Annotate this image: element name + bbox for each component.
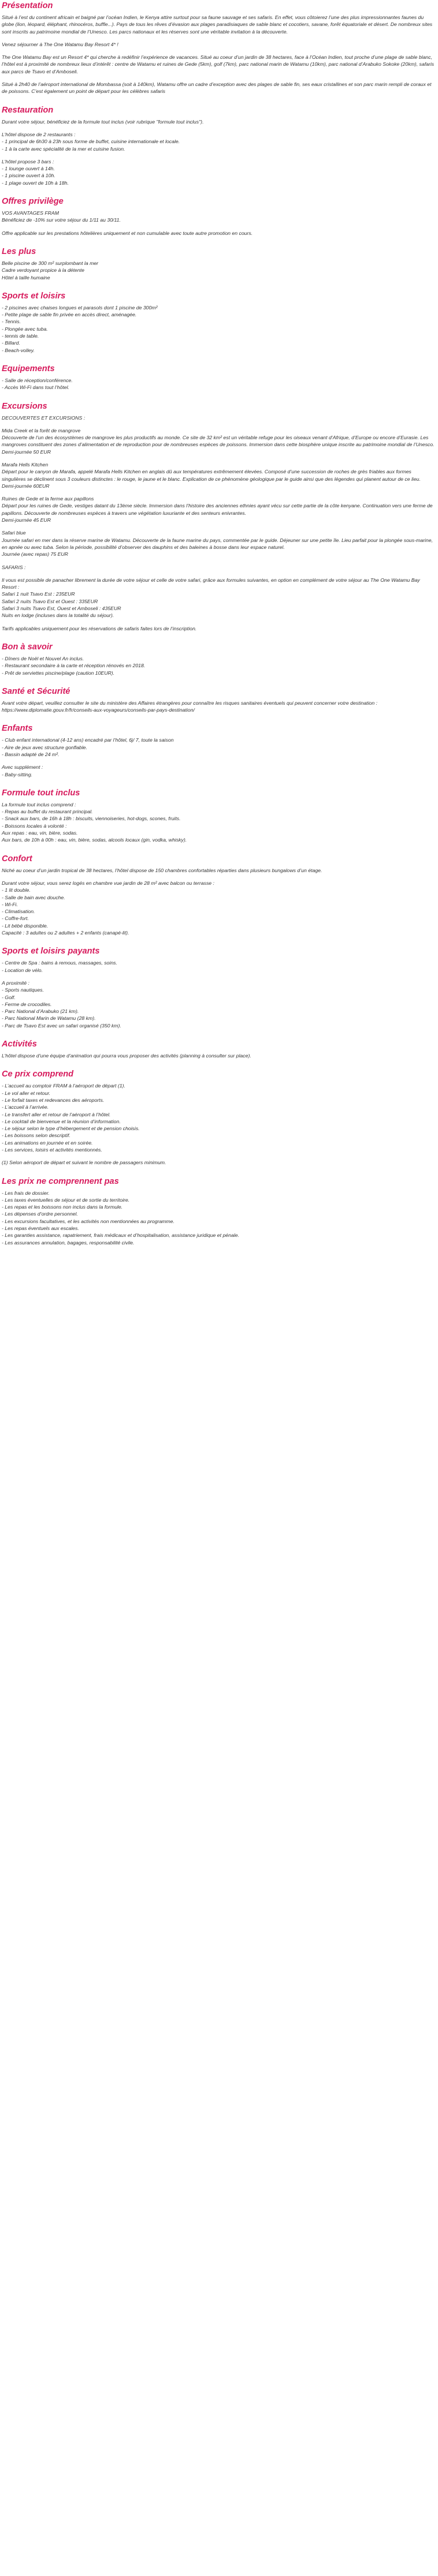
proximite-list <box>2 979 435 1029</box>
list-item: Hôtel à taille humaine <box>2 274 50 281</box>
excursion-item <box>2 529 435 558</box>
list-item: - Baby-sitting. <box>2 771 33 777</box>
list-item: Belle piscine de 300 m² surplombant la mer <box>2 260 99 266</box>
plus-list <box>2 260 435 281</box>
list-item: - Beach-volley. <box>2 347 35 353</box>
safaris-heading: SAFARIS : <box>2 564 26 570</box>
list-item: - Club enfant international (4-12 ans) encadré par l’hôtel, 6j/ 7, toute la saison <box>2 737 174 743</box>
section-title-sports-payants: Sports et loisirs payants <box>2 947 100 956</box>
list-item: Safari 1 nuit Tsavo Est : 235EUR <box>2 591 75 597</box>
excursion-price: Demi-journée 50 EUR <box>2 448 51 455</box>
prix-comprend-list <box>2 1082 435 1153</box>
formule-list <box>2 801 435 844</box>
list-item: Capacité : 3 adultes ou 2 adultes + 2 enfants (canapé-lit). <box>2 930 129 936</box>
offres-note: Offre applicable sur les prestations hôtelières uniquement et non cumulable avec toute autre promotion en cours. <box>2 230 253 236</box>
restaurants-heading: L’hôtel dispose de 2 restaurants : <box>2 131 76 137</box>
list-item: - Les assurances annulation, bagages, responsabilité civile. <box>2 1239 135 1246</box>
section-title-enfants: Enfants <box>2 724 33 734</box>
list-item: Nuits en lodge (incluses dans la totalité du séjour). <box>2 612 114 619</box>
excursion-price: Demi-journée 60EUR <box>2 483 50 489</box>
list-item: - Le cocktail de bienvenue et la réunion d’information. <box>2 1118 121 1124</box>
list-item: - Les repas éventuels aux escales. <box>2 1225 79 1232</box>
list-item: - 1 à la carte avec spécialité de la mer et cuisine fusion. <box>2 145 125 152</box>
list-item: - Salle de bain avec douche. <box>2 894 65 900</box>
plus-section <box>2 247 435 281</box>
list-item: - Les animations en journée et en soirée. <box>2 1139 93 1146</box>
equipements-section <box>2 364 435 391</box>
sports-payants-list <box>2 959 435 974</box>
list-item: - tennis de table. <box>2 333 39 339</box>
supp-heading: Avec supplément : <box>2 764 43 771</box>
equipements-list <box>2 377 435 391</box>
section-title-sante: Santé et Sécurité <box>2 686 70 696</box>
rooms-heading: Durant votre séjour, vous serez logés en chambre vue jardin de 28 m² avec balcon ou terrasse : <box>2 880 214 886</box>
list-item: Bénéficiez de -10% sur votre séjour du 1/11 au 30/11. <box>2 217 121 223</box>
section-title-prix-comprend: Ce prix comprend <box>2 1070 74 1079</box>
list-item: - Wi-Fi. <box>2 901 18 907</box>
offres-section <box>2 197 435 237</box>
excursion-item <box>2 495 435 524</box>
list-item: - Parc de Tsavo Est avec un safari organisé (350 km). <box>2 1022 121 1029</box>
excursion-item <box>2 461 435 489</box>
list-item: Safari 2 nuits Tsavo Est et Ouest : 335EUR <box>2 598 98 604</box>
excursions-heading: DECOUVERTES ET EXCURSIONS : <box>2 414 86 421</box>
enfants-supp-list <box>2 764 435 778</box>
excursion-item <box>2 427 435 455</box>
list-item: - 1 lit double. <box>2 887 31 893</box>
section-title-restauration: Restauration <box>2 105 54 115</box>
list-item: - L’accueil à l’arrivée. <box>2 1104 49 1111</box>
safaris-note: Tarifs applicables uniquement pour les réservations de safaris faites lors de l’inscription. <box>2 625 197 631</box>
safaris-text: Il vous est possible de panacher librement la durée de votre séjour et celle de votre safari, grâce aux formules suivantes, en option en complément de votre séjour au The One Watamu Bay Resort : <box>2 577 422 590</box>
list-item: - Salle de réception/conférence. <box>2 377 73 383</box>
list-item: - Les garanties assistance, rapatriement, frais médicaux et d’hospitalisation, assistance juridique et pénale. <box>2 1232 239 1239</box>
section-title-presentation: Présentation <box>2 1 53 10</box>
safaris-block <box>2 577 435 619</box>
excursion-price: Journée (avec repas) 75 EUR <box>2 551 68 558</box>
sports-section <box>2 291 435 354</box>
prix-comprend-pas-section <box>2 1177 435 1246</box>
bars-list <box>2 158 435 186</box>
sante-text: Avant votre départ, veuillez consulter le site du ministère des Affaires étrangères pour connaître les risques sanitaires éventuels qui peuvent concerner votre destination : https://www.diplomatie.gouv.fr/fr/conseils-aux-voyageurs/conseils-par-pays-destination/ <box>2 700 377 713</box>
bars-heading: L’hôtel propose 3 bars : <box>2 158 54 164</box>
excursion-name: Mida Creek et la forêt de mangrove <box>2 427 81 433</box>
list-item: - Les services, loisirs et activités mentionnés. <box>2 1146 102 1153</box>
list-item: - Les dépenses d’ordre personnel. <box>2 1211 78 1217</box>
prix-comprend-note: (1) Selon aéroport de départ et suivant le nombre de passagers minimum. <box>2 1160 166 1166</box>
section-title-sports: Sports et loisirs <box>2 291 66 301</box>
list-item: - Golf. <box>2 994 16 1000</box>
section-title-plus: Les plus <box>2 246 36 256</box>
list-item: - Les boissons selon descriptif. <box>2 1132 70 1139</box>
list-item: - Centre de Spa : bains à remous, massages, soins. <box>2 960 117 966</box>
enfants-section <box>2 724 435 777</box>
excursion-text: Départ pour le canyon de Marafa, appelé Marafa Hells Kitchen en anglais dû aux températures extrêmement élevées. Composé d’une succession de roches de grès friables aux formes singulières se déclinent sous 3 couleurs distinctes : le rouge, le jaune et le blanc. Explication de ce phénomène géologique par le guide ainsi que des légendes qui planent autour de ce lieu. <box>2 469 421 482</box>
bon-savoir-section <box>2 642 435 676</box>
activites-text: L’hôtel dispose d’une équipe d’animation qui pourra vous proposer des activités (planning à consulter sur place). <box>2 1053 251 1059</box>
excursion-price: Demi-journée 45 EUR <box>2 517 51 524</box>
bon-savoir-list <box>2 655 435 676</box>
list-item: - Le vol aller et retour. <box>2 1090 51 1096</box>
list-item: - Parc National Marin de Watamu (28 km). <box>2 1015 96 1022</box>
offres-list <box>2 210 435 224</box>
excursion-name: Marafa Hells Kitchen <box>2 461 49 468</box>
list-item: - Ferme de crocodiles. <box>2 1001 52 1007</box>
list-item: - Location de vélo. <box>2 967 43 973</box>
sante-section <box>2 687 435 714</box>
list-item: La formule tout inclus comprend : <box>2 801 76 807</box>
list-item: - Les excursions facultatives, et les activités non mentionnées au programme. <box>2 1218 175 1224</box>
presentation-text: Situé à l’est du continent africain et baigné par l’océan Indien, le Kenya attire surtout pour sa faune sauvage et ses safaris. En effet, vous côtoierez l’une des plus impressionnantes faunes du globe (lion, léopard, éléphant, rhinocéros, buffle...). Pays de tous les rêves d’évasion aux plages paradisiaques de sable blanc et cocotiers, savane, forêt équatoriale et désert. De nombreux sites sont inscrits au patrimoine mondial de l’Unesco. Les parcs nationaux et les réserves sont une véritable invitation à la découverte. <box>2 14 433 35</box>
list-item: - 1 plage ouvert de 10h à 18h. <box>2 180 69 186</box>
list-item: - Les frais de dossier. <box>2 1190 50 1196</box>
list-item: - Parc National d’Arabuko (21 km). <box>2 1008 79 1015</box>
presentation-hotel-text: The One Watamu Bay est un Resort 4* qui cherche à redéfinir l’expérience de vacances. Situé au coeur d’un jardin de 38 hectares, face à l’Océan Indien, tout proche d’une plage de sable blanc, l’hôtel est à proximité de nombreux lieux d’intérêt : centre de Watamu et ruines de Gede (5km), golf (7km), parc national marin de Watamu (10km), parc national d’Arabuko Sokoke (20km), safaris aux parcs de Tsavo et d’Amboseli. <box>2 54 435 74</box>
section-title-formule: Formule tout inclus <box>2 788 80 798</box>
list-item: - Bassin adapté de 24 m². <box>2 752 60 757</box>
list-item: - Repas au buffet du restaurant principal. <box>2 809 93 815</box>
excursion-text: Découverte de l’un des écosystèmes de mangrove les plus productifs au monde. Ce site de 32 km² est un véritable refuge pour les oiseaux venant d’Afrique, d’Europe ou encore d’Eurasie. Les mangroves constituent des zones d’alimentation et de reproduction pour de nombreuses espèces de poissons. Immersion dans cette biosphère unique inscrite au patrimoine mondial de l’Unesco. <box>2 435 435 448</box>
excursion-text: Départ pour les ruines de Gede, vestiges datant du 13ème siècle. Immersion dans l’histoire des anciennes ethnies ayant vécu sur cette partie de la côte kenyane. Continuation vers une ferme de papillons. Découverte de nombreuses espèces à travers une végétation luxuriante et des senteurs enivrantes. <box>2 503 435 516</box>
list-item: - Le forfait taxes et redevances des aéroports. <box>2 1097 105 1103</box>
formule-section <box>2 788 435 844</box>
list-item: Aux repas : eau, vin, bière, sodas. <box>2 830 78 836</box>
list-item: - Le séjour selon le type d’hébergement et de pension choisis. <box>2 1126 140 1132</box>
list-item: - Le transfert aller et retour de l’aéroport à l’hôtel. <box>2 1111 111 1117</box>
excursion-text: Journée safari en mer dans la réserve marine de Watamu. Découverte de la faune marine du pays, commentée par le guide. Déjeuner sur une petite île. Lieu parfait pour la plongée sous-marine, en apnée ou avec tuba. Selon la période, possibilité d’observer des dauphins et des baleines à bosse dans leur espace naturel. <box>2 537 435 550</box>
list-item: - Sports nautiques. <box>2 987 44 993</box>
list-item: Safari 3 nuits Tsavo Est, Ouest et Amboseli : 435EUR <box>2 605 121 612</box>
list-item: - Snack aux bars, de 16h à 18h : biscuits, viennoiseries, hot-dogs, scones, fruits. <box>2 816 181 822</box>
list-item: - 1 piscine ouvert à 10h. <box>2 173 55 179</box>
list-item: - Prêt de serviettes piscine/plage (caution 10EUR). <box>2 670 115 676</box>
excursion-name: Safari blue <box>2 530 26 536</box>
list-item: - Tennis. <box>2 319 21 325</box>
section-title-equipements: Equipements <box>2 364 55 373</box>
presentation-location-text: Situé à 2h40 de l’aéroport international de Mombassa (soit à 140km), Watamu offre un cadre d’exception avec des plages de sable fin, ses eaux cristallines et son parc marin rempli de coraux et de poissons. C’est également un point de départ pour les célèbres safaris <box>2 81 432 95</box>
list-item: - Climatisation. <box>2 908 35 915</box>
section-title-prix-comprend-pas: Les prix ne comprennent pas <box>2 1176 119 1186</box>
list-item: - Les taxes éventuelles de séjour et de sortie du territoire. <box>2 1197 130 1203</box>
list-item: - Les repas et les boissons non inclus dans la formule. <box>2 1204 123 1210</box>
list-item: - 1 lounge ouvert à 14h. <box>2 166 55 172</box>
presentation-invite: Venez séjourner à The One Watamu Bay Resort 4* ! <box>2 41 118 47</box>
restauration-section <box>2 106 435 186</box>
excursion-name: Ruines de Gede et la ferme aux papillons <box>2 496 94 502</box>
list-item: - Billard. <box>2 340 20 346</box>
list-item: - 1 principal de 6h30 à 23h sous forme de buffet, cuisine internationale et locale. <box>2 139 180 145</box>
prix-comprend-section <box>2 1070 435 1166</box>
list-item: Aux bars, de 10h à 00h : eau, vin, bière, sodas, alcools locaux (gin, vodka, whisky). <box>2 837 187 843</box>
section-title-bon-savoir: Bon à savoir <box>2 642 53 652</box>
confort-list <box>2 880 435 936</box>
confort-section <box>2 854 435 937</box>
list-item: - Boissons locales à volonté : <box>2 822 67 829</box>
section-title-activites: Activités <box>2 1040 37 1049</box>
section-title-excursions: Excursions <box>2 401 47 411</box>
activites-section <box>2 1040 435 1059</box>
excursions-section <box>2 402 435 632</box>
list-item: - Restaurant secondaire à la carte et réception rénovés en 2018. <box>2 663 146 669</box>
list-item: Cadre verdoyant propice à la détente <box>2 267 84 274</box>
prix-comprend-pas-list <box>2 1190 435 1246</box>
list-item: VOS AVANTAGES FRAM <box>2 210 59 216</box>
proximite-heading: A proximité : <box>2 979 29 986</box>
section-title-confort: Confort <box>2 854 32 863</box>
list-item: - L’accueil au comptoir FRAM à l’aéroport de départ (1). <box>2 1083 125 1089</box>
list-item: - Petite plage de sable fin privée en accès direct, aménagée. <box>2 312 137 318</box>
restaurants-list <box>2 131 435 152</box>
list-item: - 2 piscines avec chaises longues et parasols dont 1 piscine de 300m² <box>2 304 158 311</box>
presentation-section <box>2 1 435 95</box>
list-item: - Plongée avec tuba. <box>2 326 48 332</box>
confort-intro: Niché au coeur d’un jardin tropical de 38 hectares, l’hôtel dispose de 150 chambres confortables réparties dans plusieurs bungalows d’un étage. <box>2 867 322 873</box>
sports-list <box>2 304 435 354</box>
enfants-list <box>2 736 435 758</box>
list-item: - Aire de jeux avec structure gonflable. <box>2 744 87 750</box>
list-item: - Accès Wi-Fi dans tout l’hôtel. <box>2 384 69 391</box>
list-item: - Dîners de Noël et Nouvel An inclus. <box>2 655 84 661</box>
section-title-offres: Offres privilège <box>2 197 64 207</box>
sports-payants-section <box>2 947 435 1029</box>
restauration-intro: Durant votre séjour, bénéficiez de la formule tout inclus (voir rubrique "formule tout inclus"). <box>2 118 204 125</box>
list-item: - Coffre-fort. <box>2 915 29 922</box>
list-item: - Lit bébé disponible. <box>2 922 49 929</box>
